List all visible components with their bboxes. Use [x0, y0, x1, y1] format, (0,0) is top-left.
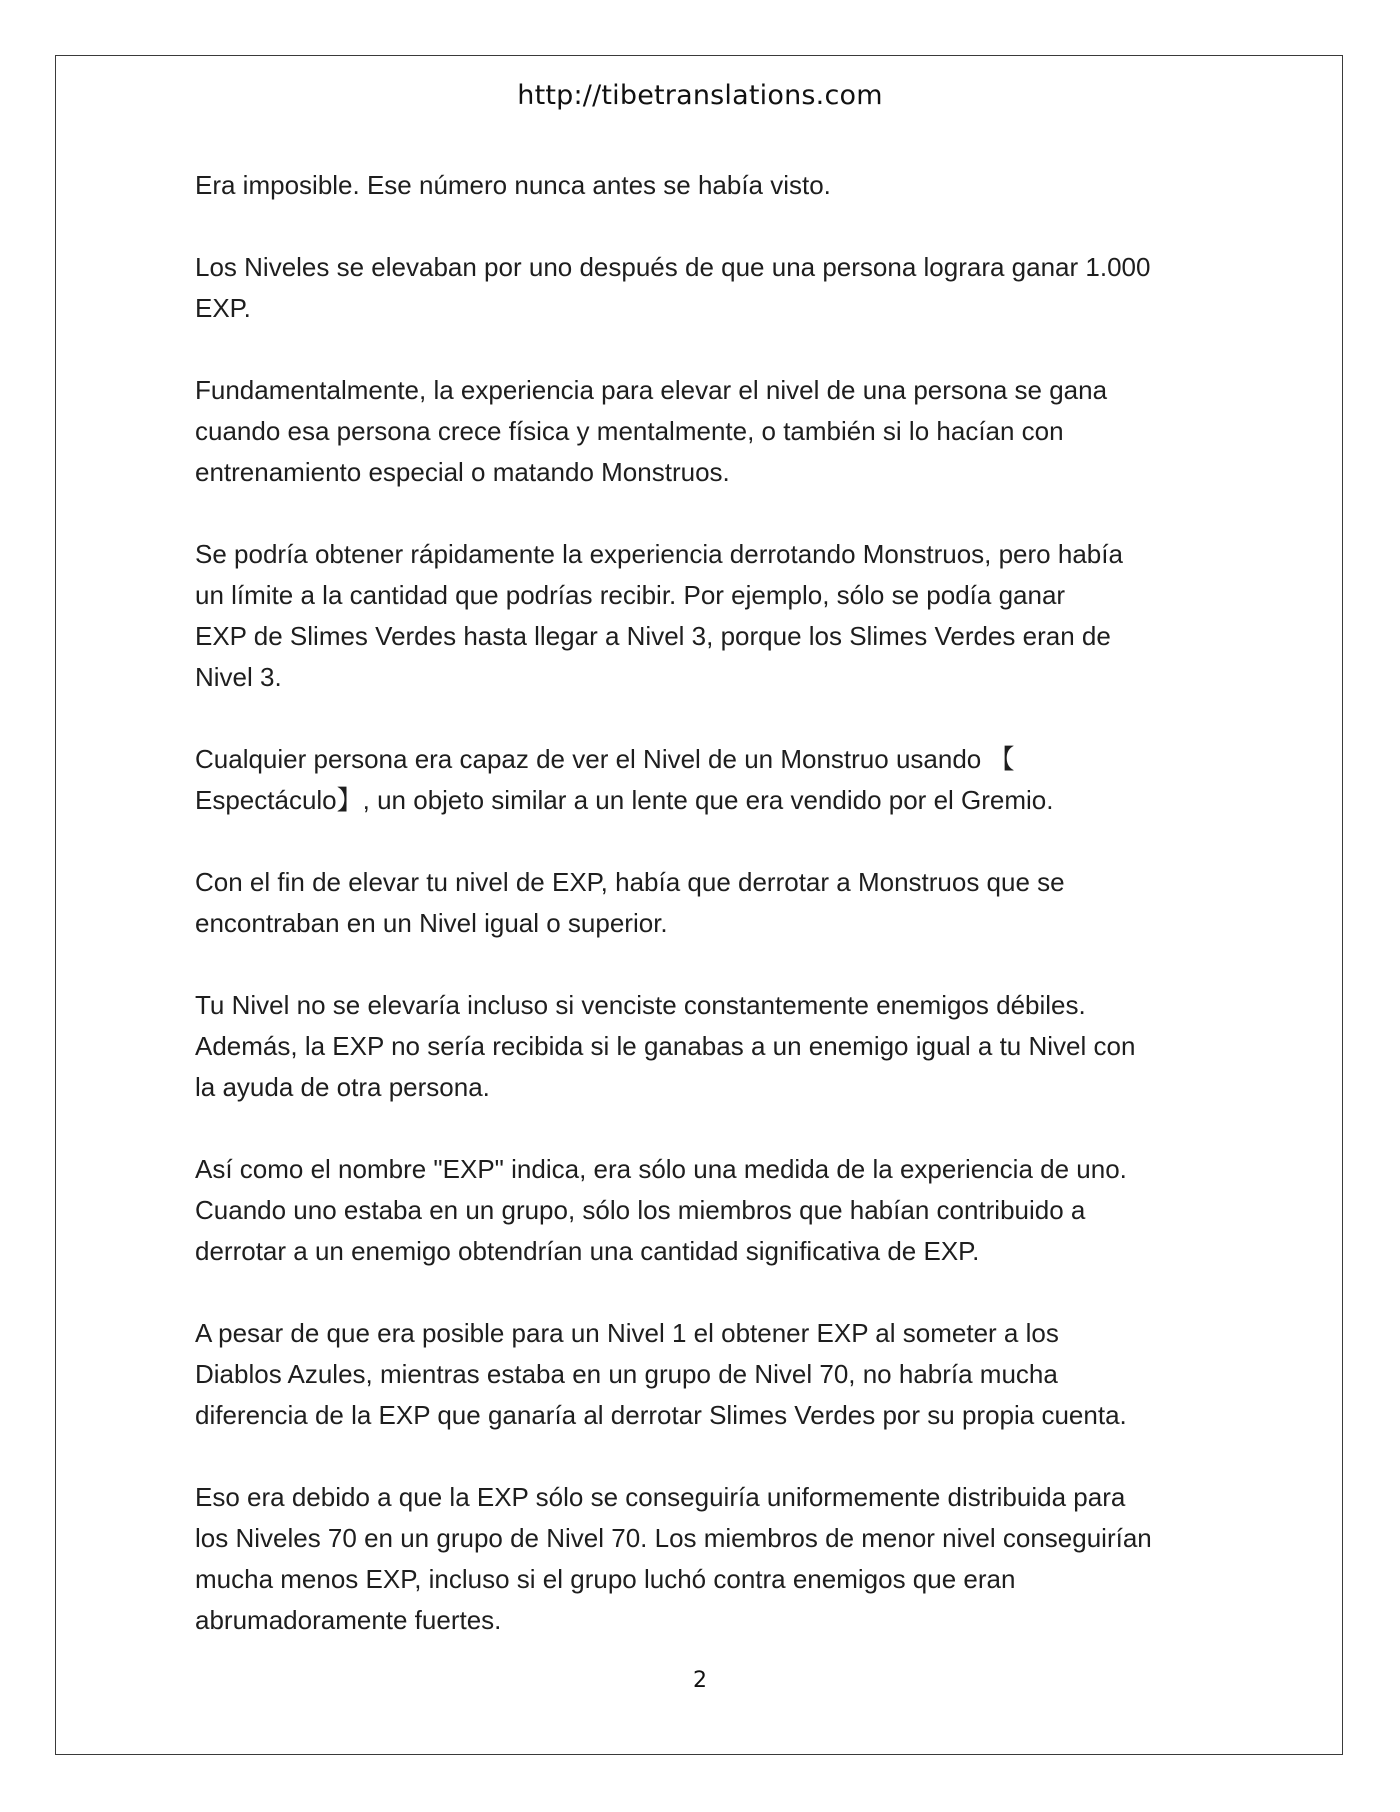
- paragraph: [195, 985, 1235, 1108]
- paragraph: [195, 1149, 1235, 1272]
- text-line: entrenamiento especial o matando Monstruos.: [195, 457, 730, 487]
- text-line: la ayuda de otra persona.: [195, 1072, 490, 1102]
- text-line: EXP de Slimes Verdes hasta llegar a Nivel 3, porque los Slimes Verdes eran de: [195, 621, 1111, 651]
- text-line: A pesar de que era posible para un Nivel 1 el obtener EXP al someter a los: [195, 1318, 1059, 1348]
- text-line: Cuando uno estaba en un grupo, sólo los miembros que habían contribuido a: [195, 1195, 1086, 1225]
- text-line: Diablos Azules, mientras estaba en un grupo de Nivel 70, no habría mucha: [195, 1359, 1058, 1389]
- paragraph: [195, 1313, 1235, 1436]
- text-line: Se podría obtener rápidamente la experiencia derrotando Monstruos, pero había: [195, 539, 1123, 569]
- paragraph: [195, 862, 1235, 944]
- text-line: los Niveles 70 en un grupo de Nivel 70. Los miembros de menor nivel conseguirían: [195, 1523, 1152, 1553]
- text-line: Además, la EXP no sería recibida si le ganabas a un enemigo igual a tu Nivel con: [195, 1031, 1136, 1061]
- text-line: abrumadoramente fuertes.: [195, 1605, 502, 1635]
- paragraph: [195, 534, 1235, 698]
- text-line: Era imposible. Ese número nunca antes se había visto.: [195, 170, 831, 200]
- text-line: EXP.: [195, 293, 251, 323]
- text-line: cuando esa persona crece física y mentalmente, o también si lo hacían con: [195, 416, 1064, 446]
- text-line: diferencia de la EXP que ganaría al derrotar Slimes Verdes por su propia cuenta.: [195, 1400, 1127, 1430]
- text-line: Cualquier persona era capaz de ver el Nivel de un Monstruo usando 【: [195, 744, 1015, 774]
- text-line: Nivel 3.: [195, 662, 282, 692]
- paragraph: [195, 370, 1235, 493]
- paragraph: [195, 165, 1235, 206]
- document-body: [195, 165, 1235, 1641]
- text-line: Con el fin de elevar tu nivel de EXP, había que derrotar a Monstruos que se: [195, 867, 1065, 897]
- text-line: un límite a la cantidad que podrías recibir. Por ejemplo, sólo se podía ganar: [195, 580, 1066, 610]
- text-line: Así como el nombre "EXP" indica, era sólo una medida de la experiencia de uno.: [195, 1154, 1127, 1184]
- header-url: http://tibetranslations.com: [517, 80, 883, 111]
- paragraph: [195, 247, 1235, 329]
- text-line: Espectáculo】, un objeto similar a un lente que era vendido por el Gremio.: [195, 785, 1054, 815]
- paragraph: [195, 739, 1235, 821]
- text-line: Eso era debido a que la EXP sólo se conseguiría uniformemente distribuida para: [195, 1482, 1126, 1512]
- text-line: derrotar a un enemigo obtendrían una cantidad significativa de EXP.: [195, 1236, 980, 1266]
- text-line: encontraban en un Nivel igual o superior.: [195, 908, 668, 938]
- text-line: Fundamentalmente, la experiencia para elevar el nivel de una persona se gana: [195, 375, 1108, 405]
- page-number: 2: [693, 1668, 707, 1693]
- paragraph: [195, 1477, 1235, 1641]
- text-line: mucha menos EXP, incluso si el grupo luchó contra enemigos que eran: [195, 1564, 1016, 1594]
- text-line: Tu Nivel no se elevaría incluso si venciste constantemente enemigos débiles.: [195, 990, 1086, 1020]
- text-line: Los Niveles se elevaban por uno después de que una persona lograra ganar 1.000: [195, 252, 1151, 282]
